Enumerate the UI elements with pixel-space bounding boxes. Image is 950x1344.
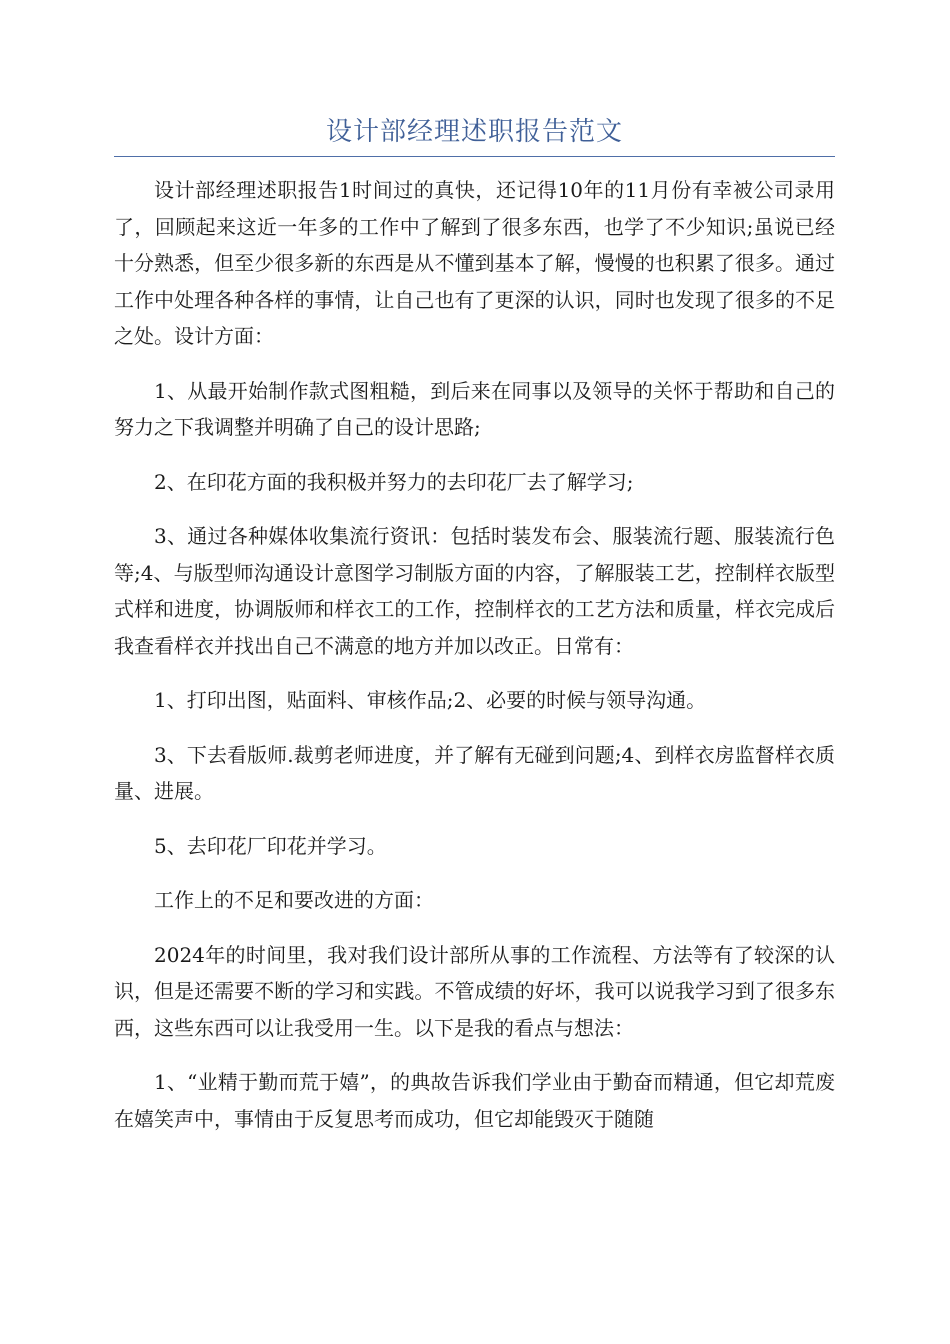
- paragraph: 3、下去看版师.裁剪老师进度，并了解有无碰到问题;4、到样衣房监督样衣质量、进展。: [114, 742, 835, 803]
- paragraph: 1、从最开始制作款式图粗糙，到后来在同事以及领导的关怀于帮助和自己的努力之下我调整并明确了自己的设计思路;: [114, 378, 835, 439]
- title-underline: [114, 112, 835, 157]
- paragraph: 2024年的时间里，我对我们设计部所从事的工作流程、方法等有了较深的认识，但是还需要不断的学习和实践。不管成绩的好坏，我可以说我学习到了很多东西，这些东西可以让我受用一生。以下是我的看点与想法：: [114, 942, 835, 1040]
- page-title: 设计部经理述职报告范文: [325, 117, 623, 147]
- paragraph: 设计部经理述职报告1时间过的真快，还记得10年的11月份有幸被公司录用了，回顾起来这近一年多的工作中了解到了很多东西，也学了不少知识;虽说已经十分熟悉，但至少很多新的东西是从不懂到基本了解，慢慢的也积累了很多。通过工作中处理各种各样的事情，让自己也有了更深的认识，同时也发现了很多的不足之处。设计方面：: [114, 178, 835, 348]
- paragraph: 1、“业精于勤而荒于嬉”，的典故告诉我们学业由于勤奋而精通，但它却荒废在嬉笑声中，事情由于反复思考而成功，但它却能毁灭于随随: [114, 1070, 835, 1131]
- paragraph: 工作上的不足和要改进的方面：: [154, 888, 434, 912]
- document-body: [114, 172, 835, 1155]
- paragraph: 3、通过各种媒体收集流行资讯：包括时装发布会、服装流行题、服装流行色等;4、与版型师沟通设计意图学习制版方面的内容，了解服装工艺，控制样衣版型式样和进度，协调版师和样衣工的工作，控制样衣的工艺方法和质量，样衣完成后我查看样衣并找出自己不满意的地方并加以改正。日常有：: [114, 524, 835, 658]
- paragraph: 1、打印出图，贴面料、审核作品;2、必要的时候与领导沟通。: [154, 688, 707, 712]
- paragraph: 2、在印花方面的我积极并努力的去印花厂去了解学习;: [154, 469, 634, 494]
- paragraph: 5、去印花厂印花并学习。: [154, 833, 387, 858]
